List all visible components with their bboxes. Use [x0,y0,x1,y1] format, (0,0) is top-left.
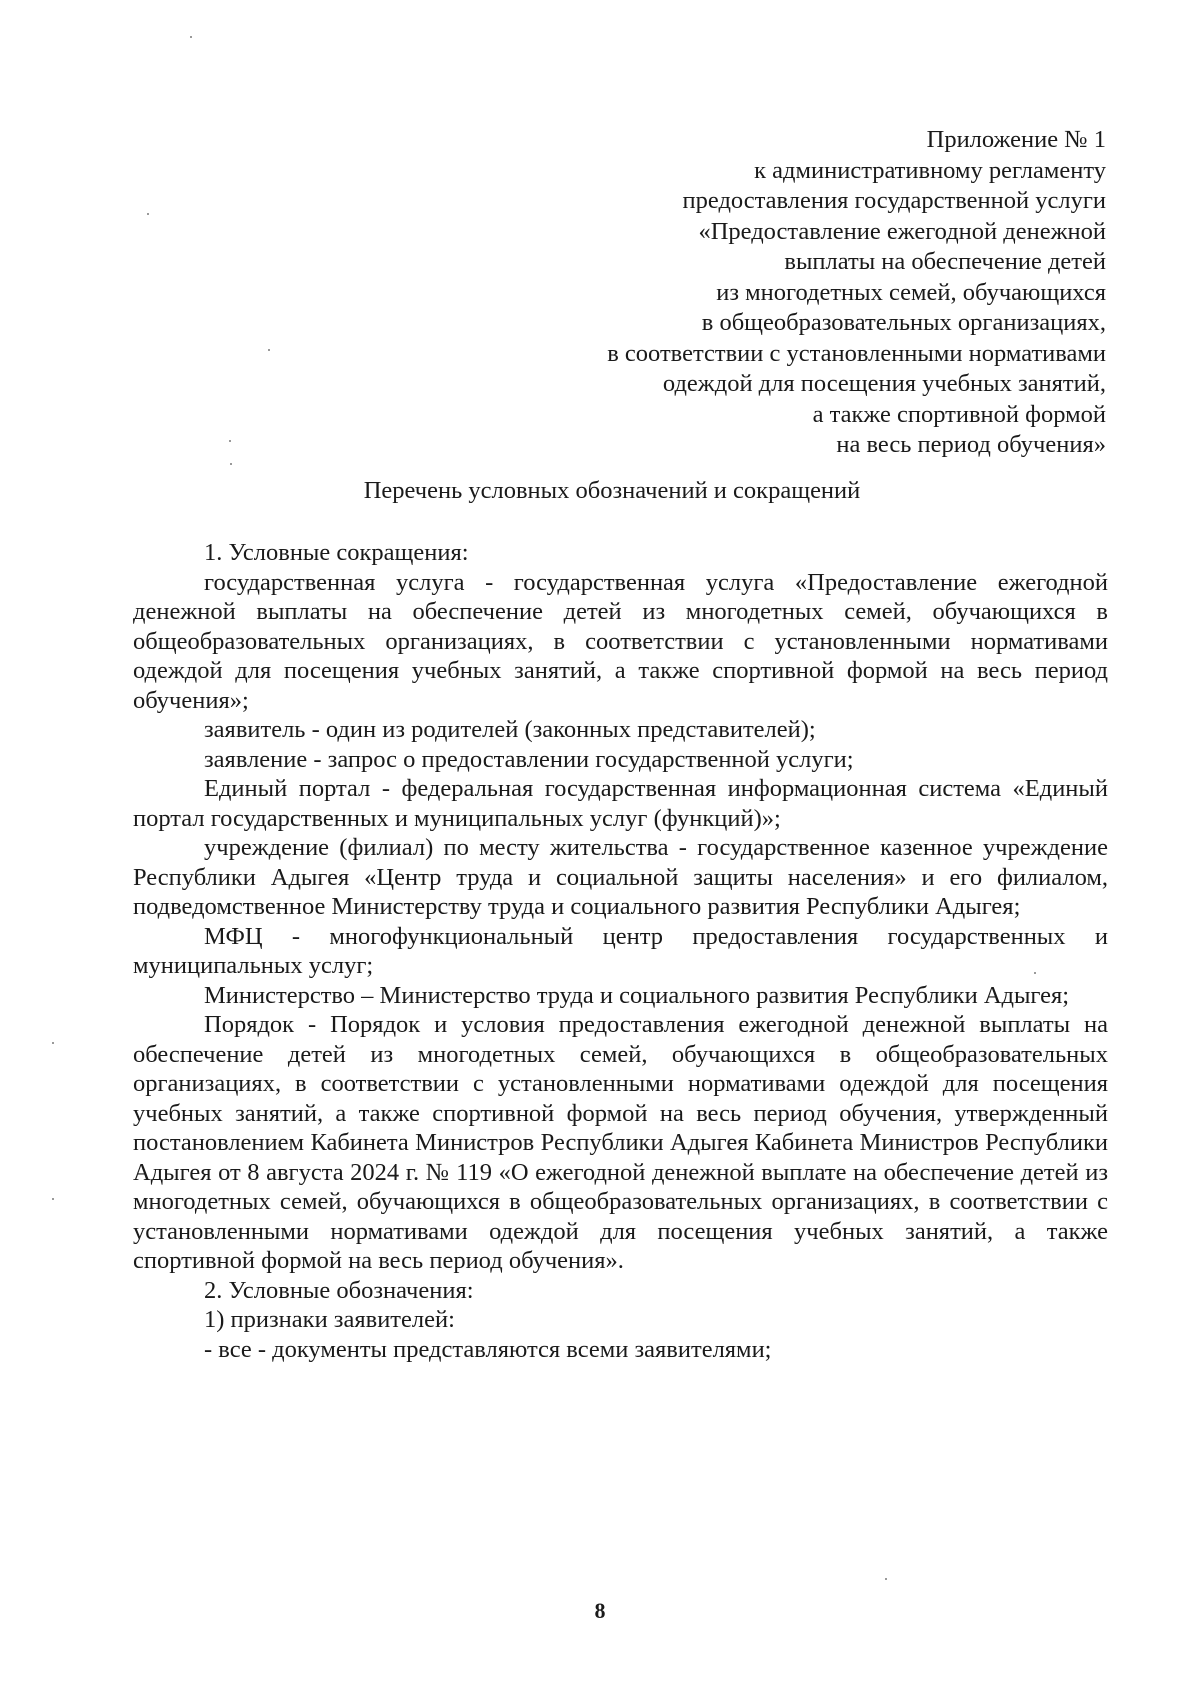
appendix-line: предоставления государственной услуги [682,187,1106,214]
scan-speck [52,1198,54,1200]
definition-paragraph: Порядок - Порядок и условия предоставления ежегодной денежной выплаты на обеспечение детей из многодетных семей, обучающихся в общеобразовательных организациях, в соответствии с установленными нормативами одеждой для посещения учебных занятий, а также спортивной формой на весь период обучения, утвержденный постановлением Кабинета Министров Республики Адыгея Кабинета Министров Республики Адыгея от 8 августа 2024 г. № 119 «О ежегодной денежной выплате на обеспечение детей из многодетных семей, обучающихся в общеобразовательных организациях, в соответствии с установленными нормативами одеждой для посещения учебных занятий, а также спортивной формой на весь период обучения». [133,1011,1108,1274]
list-item: - все - документы представляются всеми заявителями; [204,1335,772,1363]
definition-paragraph: Единый портал - федеральная государственная информационная система «Единый портал государственных и муниципальных услуг (функций)»; [133,775,1108,832]
definition-paragraph: МФЦ - многофункциональный центр предоставления государственных и муниципальных услуг; [133,922,1108,979]
definition-paragraph: заявление - запрос о предоставлении государственной услуги; [204,745,854,773]
appendix-line: одеждой для посещения учебных занятий, [662,370,1106,397]
appendix-line: в соответствии с установленными нормативами [607,339,1106,367]
appendix-line: Приложение № 1 [926,126,1106,153]
appendix-line: из многодетных семей, обучающихся [716,278,1106,306]
definition-paragraph: заявитель - один из родителей (законных представителей); [204,716,816,743]
section-heading-abbreviations: 1. Условные сокращения: [204,539,469,566]
scan-speck [190,36,192,38]
appendix-line: к административному регламенту [754,156,1106,184]
definition-paragraph: государственная услуга - государственная услуга «Предоставление ежегодной денежной выплаты на обеспечение детей из многодетных семей, обучающихся в общеобразовательных организациях, в соответствии с установленными нормативами одеждой для посещения учебных занятий, а также спортивной формой на весь период обучения»; [133,568,1108,714]
page-number: 8 [594,1598,606,1623]
document-body [133,538,1108,1364]
appendix-line: на весь период обучения» [836,431,1106,458]
document-title: Перечень условных обозначений и сокращений [363,477,861,504]
definition-paragraph: учреждение (филиал) по месту жительства - государственное казенное учреждение Республики Адыгея «Центр труда и социальной защиты населения» и его филиалом, подведомственное Министерству труда и социального развития Республики Адыгея; [133,834,1108,920]
scan-speck [230,463,232,465]
appendix-line: выплаты на обеспечение детей [784,248,1106,275]
list-item: 1) признаки заявителей: [204,1306,455,1333]
scan-speck [268,349,270,351]
definition-paragraph: Министерство – Министерство труда и социального развития Республики Адыгея; [204,981,1070,1009]
scan-speck [52,1042,54,1044]
appendix-line: в общеобразовательных организациях, [701,309,1106,336]
appendix-line: а также спортивной формой [812,400,1106,428]
appendix-header [406,125,1106,461]
section-heading-designations: 2. Условные обозначения: [204,1276,474,1304]
appendix-line: «Предоставление ежегодной денежной [698,217,1106,245]
scan-speck [1034,972,1036,974]
scan-speck [229,440,231,442]
scan-speck [147,213,149,215]
scan-speck [885,1578,887,1580]
